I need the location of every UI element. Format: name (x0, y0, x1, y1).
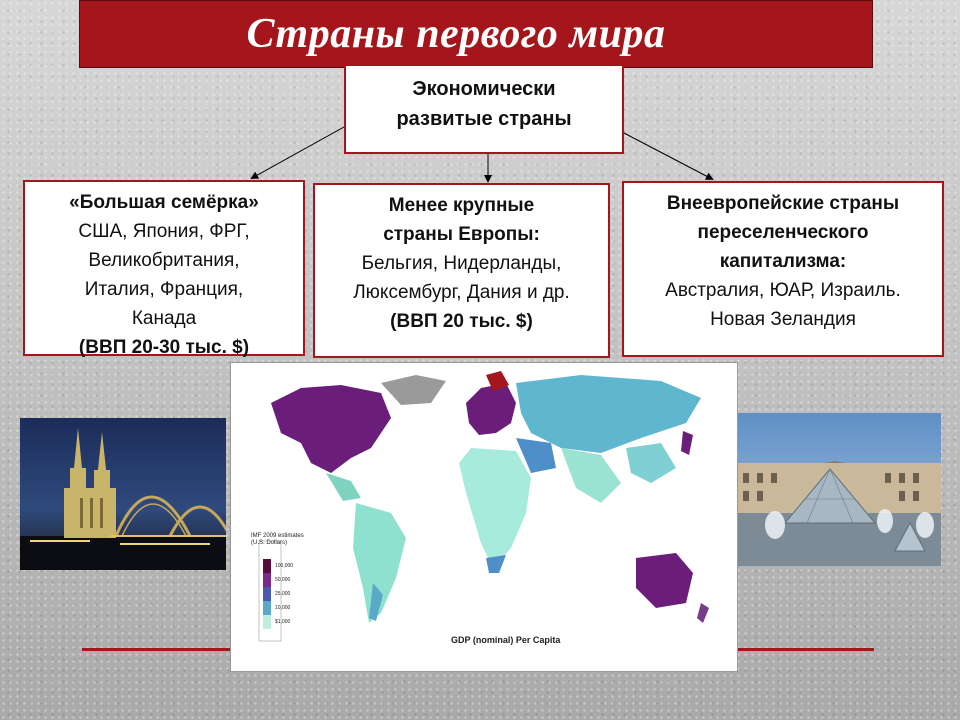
small-europe-gdp-note: (ВВП 20 тыс. $) (390, 311, 533, 332)
small-europe-heading-1: Менее крупные (388, 195, 535, 216)
arrow-left (252, 127, 344, 178)
root-node-line-1: Экономически (412, 78, 556, 100)
map-caption: GDP (nominal) Per Capita (451, 635, 561, 645)
big-seven-gdp-note: (ВВП 20-30 тыс. $) (78, 337, 250, 358)
louvre-photo (735, 413, 941, 566)
small-europe-heading-2: страны Европы: (383, 224, 540, 245)
big-seven-line-1: США, Япония, ФРГ, (78, 221, 250, 242)
big-seven-line-2: Великобритания, (88, 250, 240, 271)
page-title: Страны первого мира (246, 11, 666, 57)
settler-line-1: Австралия, ЮАР, Израиль. (665, 280, 901, 301)
settler-line-2: Новая Зеландия (710, 309, 856, 330)
small-europe-line-1: Бельгия, Нидерланды, (361, 253, 562, 274)
big-seven-heading: «Большая семёрка» (69, 192, 259, 213)
small-europe-box (313, 183, 610, 358)
settler-capitalism-box (622, 181, 944, 357)
legend-title: IMF 2009 estimates (U.S. Dollars) (251, 533, 304, 546)
settler-heading-2: переселенческого (697, 222, 869, 243)
cologne-cathedral-photo (20, 418, 226, 570)
legend-tick-3: 25,000 (275, 591, 291, 597)
big-seven-line-4: Канада (131, 308, 197, 329)
divider-left (82, 648, 232, 651)
legend-tick-2: 50,000 (275, 577, 291, 583)
root-node-box (344, 64, 624, 154)
legend-tick-5: $1,000 (275, 619, 291, 625)
arrow-right (624, 133, 712, 179)
root-node-line-2: развитые страны (396, 108, 572, 130)
world-gdp-map (230, 362, 738, 672)
big-seven-box (23, 180, 305, 356)
divider-right (736, 648, 874, 651)
settler-heading-1: Внеевропейские страны (666, 193, 900, 214)
legend-tick-4: 10,000 (275, 605, 291, 611)
small-europe-line-2: Люксембург, Дания и др. (353, 282, 570, 303)
legend-tick-1: 100,000 (275, 563, 294, 569)
big-seven-line-3: Италия, Франция, (84, 279, 244, 300)
settler-heading-3: капитализма: (719, 251, 847, 272)
